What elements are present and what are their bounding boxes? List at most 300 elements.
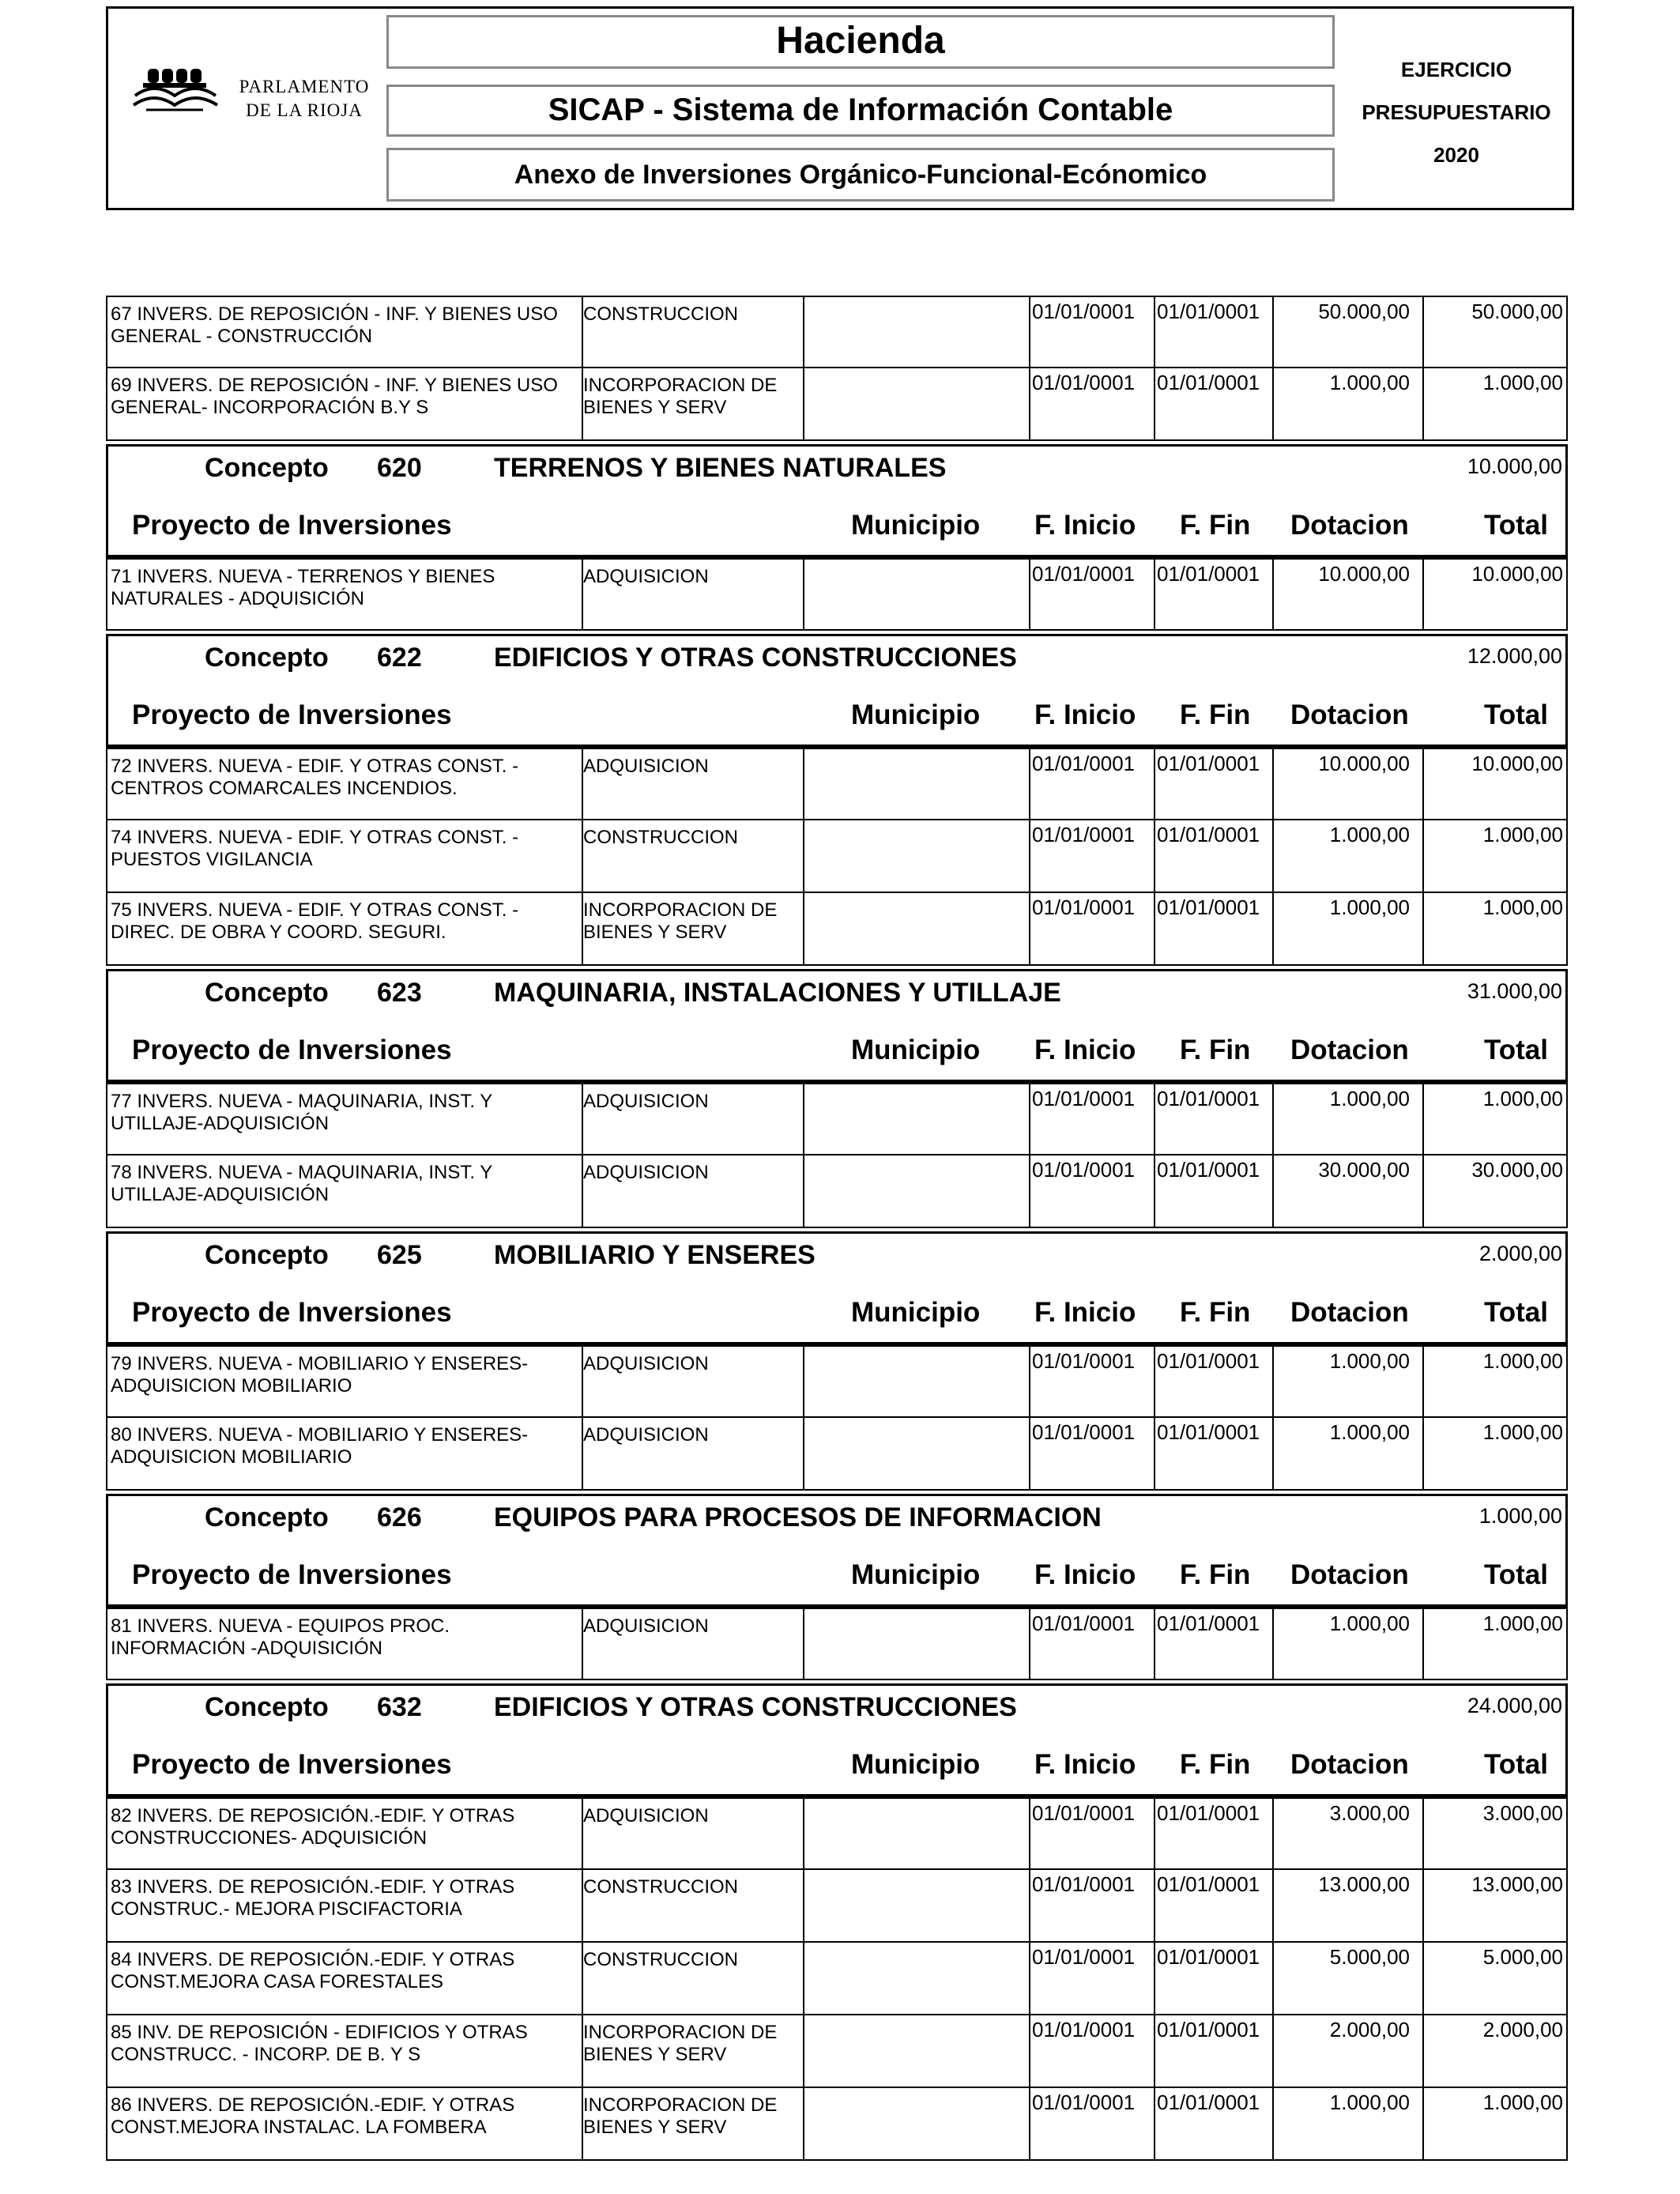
concept-name: MAQUINARIA, INSTALACIONES Y UTILLAJE	[494, 978, 1061, 1008]
type-cell: ADQUISICION	[583, 566, 709, 587]
start-date-cell: 01/01/0001	[1032, 1349, 1136, 1373]
end-date-cell: 01/01/0001	[1157, 562, 1260, 586]
allocation-cell: 1.000,00	[1329, 1087, 1410, 1110]
column-divider	[582, 1084, 583, 1154]
column-divider	[1422, 1870, 1424, 1941]
project-cell: 83 INVERS. DE REPOSICIÓN.-EDIF. Y OTRAS CONSTRUC.- MEJORA PISCIFACTORIA	[111, 1876, 515, 1920]
concept-code: 620	[377, 453, 422, 483]
type-cell: ADQUISICION	[583, 756, 709, 777]
concept-code: 623	[377, 978, 422, 1008]
report-title: Anexo de Inversiones Orgánico-Funcional-Ecónomico	[386, 148, 1335, 202]
column-divider	[1154, 2088, 1155, 2159]
project-cell: 84 INVERS. DE REPOSICIÓN.-EDIF. Y OTRAS CONST.MEJORA CASA FORESTALES	[111, 1949, 515, 1992]
column-divider	[1422, 297, 1424, 367]
column-divider	[1029, 1870, 1030, 1941]
column-divider	[1272, 560, 1274, 629]
column-divider	[582, 2015, 583, 2087]
column-divider	[1154, 1084, 1155, 1154]
column-divider	[803, 1084, 804, 1154]
allocation-cell: 2.000,00	[1329, 2018, 1410, 2041]
start-date-cell: 01/01/0001	[1032, 1420, 1136, 1444]
total-cell: 1.000,00	[1482, 2090, 1563, 2114]
municipality-cell	[804, 297, 1026, 367]
total-cell: 1.000,00	[1482, 1612, 1563, 1635]
column-divider	[1029, 297, 1030, 367]
column-header-end: F. Fin	[1180, 510, 1251, 541]
municipality-cell	[804, 2088, 1026, 2159]
concept-header	[106, 1231, 1568, 1345]
start-date-cell: 01/01/0001	[1032, 371, 1136, 394]
report-header	[106, 6, 1574, 210]
table-row	[106, 1870, 1568, 1943]
column-divider	[1422, 820, 1424, 892]
column-header-municipality: Municipio	[851, 1559, 981, 1590]
column-divider	[582, 297, 583, 367]
start-date-cell: 01/01/0001	[1032, 1801, 1136, 1825]
investment-table	[106, 296, 1568, 2161]
total-cell: 10.000,00	[1471, 562, 1563, 586]
municipality-cell	[804, 749, 1026, 819]
end-date-cell: 01/01/0001	[1157, 1612, 1260, 1635]
table-row	[106, 1345, 1568, 1418]
column-header-municipality: Municipio	[851, 1035, 981, 1065]
project-cell: 81 INVERS. NUEVA - EQUIPOS PROC. INFORMACIÓN -ADQUISICIÓN	[111, 1615, 450, 1659]
column-header-allocation: Dotacion	[1290, 510, 1409, 541]
column-divider	[1154, 1418, 1155, 1489]
total-cell: 50.000,00	[1471, 300, 1563, 323]
municipality-cell	[804, 368, 1026, 439]
type-cell: CONSTRUCCION	[583, 827, 738, 848]
allocation-cell: 3.000,00	[1329, 1801, 1410, 1825]
column-divider	[1029, 1084, 1030, 1154]
column-divider	[1154, 893, 1155, 964]
column-header-total: Total	[1483, 1035, 1548, 1065]
allocation-cell: 30.000,00	[1318, 1158, 1410, 1182]
column-divider	[1154, 1870, 1155, 1941]
column-header-allocation: Dotacion	[1290, 699, 1409, 730]
total-cell: 3.000,00	[1482, 1801, 1563, 1825]
fiscal-year-label-2: PRESUPUESTARIO	[1362, 100, 1551, 124]
project-cell: 86 INVERS. DE REPOSICIÓN.-EDIF. Y OTRAS CONST.MEJORA INSTALAC. LA FOMBERA	[111, 2094, 515, 2138]
column-header-end: F. Fin	[1180, 1749, 1251, 1780]
type-cell: CONSTRUCCION	[583, 303, 738, 325]
allocation-cell: 5.000,00	[1329, 1945, 1410, 1969]
start-date-cell: 01/01/0001	[1032, 2090, 1136, 2114]
start-date-cell: 01/01/0001	[1032, 752, 1136, 775]
concept-amount: 12.000,00	[1467, 644, 1562, 668]
project-cell: 74 INVERS. NUEVA - EDIF. Y OTRAS CONST. - PUESTOS VIGILANCIA	[111, 827, 519, 870]
type-cell: CONSTRUCCION	[583, 1949, 738, 1970]
end-date-cell: 01/01/0001	[1157, 752, 1260, 775]
column-divider	[582, 2088, 583, 2159]
concept-amount: 10.000,00	[1467, 454, 1562, 478]
project-cell: 72 INVERS. NUEVA - EDIF. Y OTRAS CONST. - CENTROS COMARCALES INCENDIOS.	[111, 756, 519, 799]
column-divider	[803, 1943, 804, 2014]
column-divider	[1272, 1418, 1274, 1489]
column-divider	[1422, 1084, 1424, 1154]
start-date-cell: 01/01/0001	[1032, 895, 1136, 919]
total-cell: 13.000,00	[1471, 1872, 1563, 1896]
project-cell: 69 INVERS. DE REPOSICIÓN - INF. Y BIENES USO GENERAL- INCORPORACIÓN B.Y S	[111, 375, 558, 418]
column-divider	[1422, 1609, 1424, 1679]
column-divider	[1029, 1609, 1030, 1679]
total-cell: 2.000,00	[1482, 2018, 1563, 2041]
column-header-start: F. Inicio	[1034, 1749, 1136, 1780]
column-header-start: F. Inicio	[1034, 1559, 1136, 1590]
table-row	[106, 1155, 1568, 1228]
fiscal-year-block	[1343, 48, 1570, 176]
start-date-cell: 01/01/0001	[1032, 1945, 1136, 1969]
concept-name: EDIFICIOS Y OTRAS CONSTRUCCIONES	[494, 643, 1017, 673]
column-divider	[1272, 2015, 1274, 2087]
column-divider	[1272, 1155, 1274, 1227]
column-divider	[1422, 1155, 1424, 1227]
type-cell: ADQUISICION	[583, 1091, 709, 1112]
allocation-cell: 1.000,00	[1329, 895, 1410, 919]
project-cell: 80 INVERS. NUEVA - MOBILIARIO Y ENSERES-ADQUISICION MOBILIARIO	[111, 1424, 529, 1468]
column-divider	[803, 1609, 804, 1679]
end-date-cell: 01/01/0001	[1157, 1349, 1260, 1373]
end-date-cell: 01/01/0001	[1157, 2090, 1260, 2114]
project-cell: 85 INV. DE REPOSICIÓN - EDIFICIOS Y OTRAS CONSTRUCC. - INCORP. DE B. Y S	[111, 2022, 528, 2065]
concept-header	[106, 634, 1568, 748]
column-header-municipality: Municipio	[851, 510, 981, 541]
column-divider	[803, 297, 804, 367]
column-divider	[1422, 1418, 1424, 1489]
column-divider	[582, 1870, 583, 1941]
end-date-cell: 01/01/0001	[1157, 1945, 1260, 1969]
column-header-total: Total	[1483, 1559, 1548, 1590]
total-cell: 1.000,00	[1482, 1420, 1563, 1444]
column-divider	[1422, 1943, 1424, 2014]
start-date-cell: 01/01/0001	[1032, 1158, 1136, 1182]
end-date-cell: 01/01/0001	[1157, 2018, 1260, 2041]
concept-header	[106, 1683, 1568, 1797]
end-date-cell: 01/01/0001	[1157, 1087, 1260, 1110]
column-divider	[803, 560, 804, 629]
column-header-end: F. Fin	[1180, 699, 1251, 730]
project-cell: 75 INVERS. NUEVA - EDIF. Y OTRAS CONST. - DIREC. DE OBRA Y COORD. SEGURI.	[111, 899, 519, 943]
concept-amount: 31.000,00	[1467, 979, 1562, 1003]
column-header-end: F. Fin	[1180, 1559, 1251, 1590]
concept-code: 622	[377, 643, 422, 673]
column-divider	[803, 368, 804, 439]
system-title: SICAP - Sistema de Información Contable	[386, 85, 1335, 137]
column-divider	[1154, 2015, 1155, 2087]
concept-amount: 24.000,00	[1467, 1694, 1562, 1717]
table-row	[106, 1418, 1568, 1491]
column-header-start: F. Inicio	[1034, 699, 1136, 730]
column-divider	[582, 1609, 583, 1679]
allocation-cell: 1.000,00	[1329, 823, 1410, 846]
end-date-cell: 01/01/0001	[1157, 823, 1260, 846]
column-divider	[1422, 2088, 1424, 2159]
column-divider	[582, 368, 583, 439]
municipality-cell	[804, 1155, 1026, 1227]
column-divider	[1422, 1799, 1424, 1868]
column-header-allocation: Dotacion	[1290, 1559, 1409, 1590]
table-row	[106, 558, 1568, 631]
column-divider	[582, 749, 583, 819]
column-divider	[1272, 2088, 1274, 2159]
column-divider	[1272, 1799, 1274, 1868]
type-cell: ADQUISICION	[583, 1424, 709, 1446]
municipality-cell	[804, 1418, 1026, 1489]
column-divider	[1422, 368, 1424, 439]
column-divider	[1272, 1943, 1274, 2014]
column-divider	[582, 1155, 583, 1227]
column-divider	[1154, 368, 1155, 439]
allocation-cell: 1.000,00	[1329, 1420, 1410, 1444]
table-row	[106, 296, 1568, 368]
column-divider	[1272, 297, 1274, 367]
column-header-total: Total	[1483, 1749, 1548, 1780]
column-divider	[1154, 1799, 1155, 1868]
type-cell: INCORPORACION DE BIENES Y SERV	[583, 899, 778, 943]
column-divider	[1029, 368, 1030, 439]
concept-amount: 2.000,00	[1478, 1242, 1562, 1265]
concept-name: TERRENOS Y BIENES NATURALES	[494, 453, 947, 483]
column-divider	[1154, 297, 1155, 367]
end-date-cell: 01/01/0001	[1157, 1872, 1260, 1896]
concept-code: 626	[377, 1502, 422, 1532]
project-cell: 77 INVERS. NUEVA - MAQUINARIA, INST. Y UTILLAJE-ADQUISICIÓN	[111, 1091, 492, 1134]
municipality-cell	[804, 1799, 1026, 1868]
concept-amount: 1.000,00	[1478, 1504, 1562, 1528]
concept-label: Concepto	[205, 1502, 329, 1532]
table-row	[106, 893, 1568, 966]
concept-label: Concepto	[205, 643, 329, 673]
total-cell: 30.000,00	[1471, 1158, 1563, 1182]
column-divider	[1029, 1155, 1030, 1227]
column-divider	[1422, 749, 1424, 819]
column-header-municipality: Municipio	[851, 699, 981, 730]
project-cell: 71 INVERS. NUEVA - TERRENOS Y BIENES NATURALES - ADQUISICIÓN	[111, 566, 495, 609]
allocation-cell: 13.000,00	[1318, 1872, 1410, 1896]
column-divider	[1029, 820, 1030, 892]
column-divider	[1029, 560, 1030, 629]
table-row	[106, 2015, 1568, 2088]
column-divider	[582, 893, 583, 964]
concept-name: EQUIPOS PARA PROCESOS DE INFORMACION	[494, 1502, 1102, 1532]
concept-name: MOBILIARIO Y ENSERES	[494, 1240, 816, 1270]
concept-name: EDIFICIOS Y OTRAS CONSTRUCCIONES	[494, 1692, 1017, 1722]
project-cell: 67 INVERS. DE REPOSICIÓN - INF. Y BIENES USO GENERAL - CONSTRUCCIÓN	[111, 303, 558, 347]
column-divider	[1154, 820, 1155, 892]
type-cell: INCORPORACION DE BIENES Y SERV	[583, 375, 778, 418]
column-header-total: Total	[1483, 699, 1548, 730]
concept-label: Concepto	[205, 1240, 329, 1270]
end-date-cell: 01/01/0001	[1157, 895, 1260, 919]
concept-label: Concepto	[205, 978, 329, 1008]
parliament-name-line1: PARLAMENTO	[239, 77, 370, 96]
start-date-cell: 01/01/0001	[1032, 823, 1136, 846]
column-divider	[1154, 1609, 1155, 1679]
column-header-project: Proyecto de Inversiones	[132, 699, 452, 730]
total-cell: 5.000,00	[1482, 1945, 1563, 1969]
project-cell: 79 INVERS. NUEVA - MOBILIARIO Y ENSERES-ADQUISICION MOBILIARIO	[111, 1353, 529, 1397]
type-cell: ADQUISICION	[583, 1615, 709, 1637]
municipality-cell	[804, 1870, 1026, 1941]
municipality-cell	[804, 820, 1026, 892]
start-date-cell: 01/01/0001	[1032, 1612, 1136, 1635]
column-divider	[1029, 2088, 1030, 2159]
end-date-cell: 01/01/0001	[1157, 1801, 1260, 1825]
column-divider	[582, 1943, 583, 2014]
municipality-cell	[804, 1609, 1026, 1679]
allocation-cell: 1.000,00	[1329, 371, 1410, 394]
table-row	[106, 748, 1568, 820]
concept-header	[106, 444, 1568, 558]
column-divider	[803, 1418, 804, 1489]
start-date-cell: 01/01/0001	[1032, 1872, 1136, 1896]
column-divider	[1272, 1870, 1274, 1941]
column-divider	[1029, 749, 1030, 819]
end-date-cell: 01/01/0001	[1157, 300, 1260, 323]
total-cell: 1.000,00	[1482, 1349, 1563, 1373]
table-row	[106, 368, 1568, 441]
type-cell: INCORPORACION DE BIENES Y SERV	[583, 2094, 778, 2138]
table-row	[106, 1083, 1568, 1155]
column-divider	[1154, 560, 1155, 629]
column-divider	[582, 1418, 583, 1489]
type-cell: CONSTRUCCION	[583, 1876, 738, 1898]
column-divider	[1154, 1347, 1155, 1416]
column-divider	[803, 893, 804, 964]
total-cell: 1.000,00	[1482, 371, 1563, 394]
allocation-cell: 10.000,00	[1318, 562, 1410, 586]
column-divider	[1154, 1155, 1155, 1227]
parliament-emblem-icon	[130, 64, 233, 127]
column-header-project: Proyecto de Inversiones	[132, 1749, 452, 1780]
column-divider	[803, 1870, 804, 1941]
concept-label: Concepto	[205, 1692, 329, 1722]
table-row	[106, 2088, 1568, 2161]
column-divider	[582, 820, 583, 892]
column-divider	[1029, 1943, 1030, 2014]
municipality-cell	[804, 1084, 1026, 1154]
column-divider	[803, 2015, 804, 2087]
end-date-cell: 01/01/0001	[1157, 1158, 1260, 1182]
project-cell: 82 INVERS. DE REPOSICIÓN.-EDIF. Y OTRAS CONSTRUCCIONES- ADQUISICIÓN	[111, 1805, 515, 1849]
column-header-start: F. Inicio	[1034, 1297, 1136, 1328]
start-date-cell: 01/01/0001	[1032, 562, 1136, 586]
column-divider	[1029, 1347, 1030, 1416]
municipality-cell	[804, 1943, 1026, 2014]
column-divider	[1029, 893, 1030, 964]
column-divider	[1272, 749, 1274, 819]
allocation-cell: 1.000,00	[1329, 1612, 1410, 1635]
column-header-project: Proyecto de Inversiones	[132, 1035, 452, 1065]
total-cell: 1.000,00	[1482, 895, 1563, 919]
concept-header	[106, 1494, 1568, 1608]
column-divider	[1272, 1084, 1274, 1154]
column-divider	[803, 2088, 804, 2159]
start-date-cell: 01/01/0001	[1032, 1087, 1136, 1110]
fiscal-year: 2020	[1433, 143, 1479, 167]
table-row	[106, 1943, 1568, 2015]
column-header-project: Proyecto de Inversiones	[132, 1297, 452, 1328]
column-divider	[1029, 2015, 1030, 2087]
concept-label: Concepto	[205, 453, 329, 483]
column-header-start: F. Inicio	[1034, 510, 1136, 541]
column-divider	[1272, 1609, 1274, 1679]
column-header-end: F. Fin	[1180, 1035, 1251, 1065]
column-divider	[582, 1347, 583, 1416]
column-divider	[582, 1799, 583, 1868]
end-date-cell: 01/01/0001	[1157, 371, 1260, 394]
column-header-municipality: Municipio	[851, 1297, 981, 1328]
table-row	[106, 1797, 1568, 1870]
table-row	[106, 820, 1568, 893]
column-divider	[1154, 749, 1155, 819]
column-header-municipality: Municipio	[851, 1749, 981, 1780]
allocation-cell: 50.000,00	[1318, 300, 1410, 323]
column-header-total: Total	[1483, 510, 1548, 541]
concept-code: 632	[377, 1692, 422, 1722]
column-header-total: Total	[1483, 1297, 1548, 1328]
column-divider	[1422, 2015, 1424, 2087]
column-header-project: Proyecto de Inversiones	[132, 510, 452, 541]
column-header-project: Proyecto de Inversiones	[132, 1559, 452, 1590]
column-divider	[1422, 560, 1424, 629]
end-date-cell: 01/01/0001	[1157, 1420, 1260, 1444]
concept-code: 625	[377, 1240, 422, 1270]
column-divider	[803, 1799, 804, 1868]
column-divider	[1422, 893, 1424, 964]
column-divider	[582, 560, 583, 629]
department-title: Hacienda	[386, 15, 1335, 69]
fiscal-year-label-1: EJERCICIO	[1400, 58, 1512, 81]
column-header-allocation: Dotacion	[1290, 1297, 1409, 1328]
column-header-end: F. Fin	[1180, 1297, 1251, 1328]
column-header-allocation: Dotacion	[1290, 1749, 1409, 1780]
municipality-cell	[804, 560, 1026, 629]
column-divider	[1272, 368, 1274, 439]
total-cell: 1.000,00	[1482, 1087, 1563, 1110]
column-divider	[1272, 893, 1274, 964]
column-divider	[803, 820, 804, 892]
column-divider	[1029, 1799, 1030, 1868]
column-divider	[1029, 1418, 1030, 1489]
allocation-cell: 10.000,00	[1318, 752, 1410, 775]
municipality-cell	[804, 1347, 1026, 1416]
table-row	[106, 1608, 1568, 1680]
start-date-cell: 01/01/0001	[1032, 300, 1136, 323]
column-divider	[803, 1347, 804, 1416]
project-cell: 78 INVERS. NUEVA - MAQUINARIA, INST. Y UTILLAJE-ADQUISICIÓN	[111, 1162, 492, 1205]
concept-header	[106, 969, 1568, 1083]
total-cell: 10.000,00	[1471, 752, 1563, 775]
type-cell: INCORPORACION DE BIENES Y SERV	[583, 2022, 778, 2065]
column-divider	[1272, 820, 1274, 892]
type-cell: ADQUISICION	[583, 1353, 709, 1374]
total-cell: 1.000,00	[1482, 823, 1563, 846]
column-divider	[803, 749, 804, 819]
allocation-cell: 1.000,00	[1329, 1349, 1410, 1373]
start-date-cell: 01/01/0001	[1032, 2018, 1136, 2041]
allocation-cell: 1.000,00	[1329, 2090, 1410, 2114]
municipality-cell	[804, 2015, 1026, 2087]
column-divider	[1422, 1347, 1424, 1416]
column-header-start: F. Inicio	[1034, 1035, 1136, 1065]
column-header-allocation: Dotacion	[1290, 1035, 1409, 1065]
parliament-name-line2: DE LA RIOJA	[246, 100, 363, 120]
municipality-cell	[804, 893, 1026, 964]
parliament-name	[233, 75, 375, 123]
type-cell: ADQUISICION	[583, 1805, 709, 1826]
column-divider	[1272, 1347, 1274, 1416]
